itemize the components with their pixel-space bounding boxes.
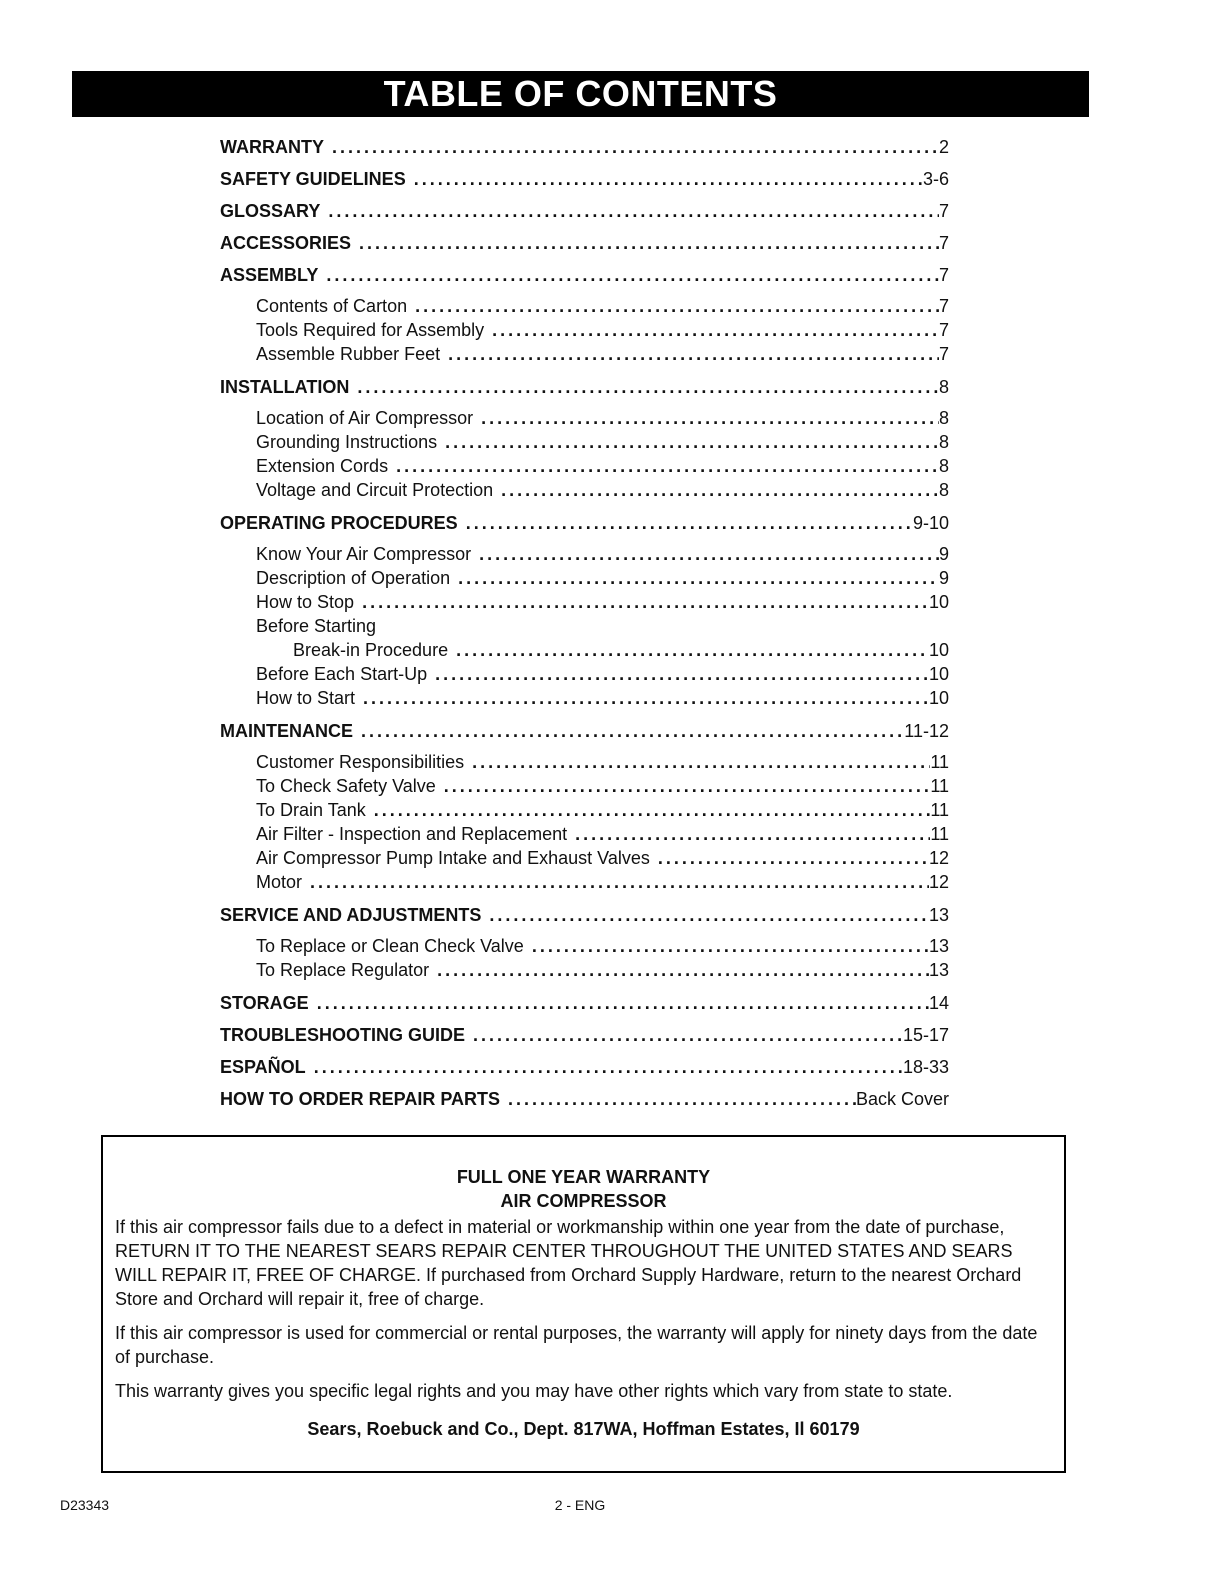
warranty-paragraph: If this air compressor is used for commercial or rental purposes, the warranty will apply for ninety days from the date of purchase. <box>115 1323 1038 1367</box>
toc-section <box>220 1019 949 1051</box>
toc-leader-dots <box>466 507 913 539</box>
toc-page: 8 <box>938 456 949 476</box>
toc-subentry <box>220 638 949 662</box>
toc-label: Air Compressor Pump Intake and Exhaust Valves <box>256 848 650 868</box>
toc-label: Customer Responsibilities <box>256 752 465 772</box>
toc-page: 11 <box>930 824 949 844</box>
toc-label: Air Filter - Inspection and Replacement <box>256 824 568 844</box>
toc-subentry <box>220 822 949 846</box>
toc-label: SAFETY GUIDELINES <box>220 169 406 189</box>
toc-page: Back Cover <box>855 1089 949 1109</box>
toc-label: Before Starting <box>256 616 377 636</box>
toc-leader-dots <box>362 590 929 614</box>
toc-page: 12 <box>928 848 949 868</box>
toc-label: MAINTENANCE <box>220 721 353 741</box>
toc-page: 18-33 <box>902 1057 949 1077</box>
page-title: TABLE OF CONTENTS <box>72 71 1089 117</box>
toc-label: Break-in Procedure <box>293 640 449 660</box>
toc-subentry <box>220 686 949 710</box>
toc-label: INSTALLATION <box>220 377 350 397</box>
toc-leader-dots <box>444 774 931 798</box>
toc-leader-dots <box>310 870 929 894</box>
toc-page: 2 <box>938 137 949 157</box>
toc-leader-dots <box>473 1019 903 1051</box>
toc-leader-dots <box>492 318 939 342</box>
toc-section <box>220 259 949 291</box>
toc-label: Location of Air Compressor <box>256 408 474 428</box>
toc-page: 12 <box>928 872 949 892</box>
toc-page: 10 <box>928 592 949 612</box>
toc-leader-dots <box>472 750 930 774</box>
warranty-paragraph: If this air compressor fails due to a defect in material or workmanship within one year from the date of purchase, RETURN IT TO THE NEAREST SEARS REPAIR CENTER THROUGHOUT THE UNITED STATES AND SEARS WILL REPAIR IT, FREE OF CHARGE. If purchased from Orchard Supply Hardware, return to the nearest Orchard Store and Orchard will repair it, free of charge. <box>115 1217 1022 1309</box>
toc-page: 7 <box>938 296 949 316</box>
toc-page: 7 <box>938 344 949 364</box>
toc-subentry <box>220 934 949 958</box>
toc-label: ACCESSORIES <box>220 233 352 253</box>
toc-page: 11-12 <box>904 721 949 741</box>
toc-section <box>220 1051 949 1083</box>
toc-label: Before Each Start-Up <box>256 664 428 684</box>
toc-subentry <box>220 318 949 342</box>
toc-label: GLOSSARY <box>220 201 321 221</box>
toc-section <box>220 195 949 227</box>
toc-label: ESPAÑOL <box>220 1057 306 1077</box>
toc-label: OPERATING PROCEDURES <box>220 513 458 533</box>
toc-page: 8 <box>938 432 949 452</box>
toc-leader-dots <box>326 259 939 291</box>
toc-subentry <box>220 614 949 638</box>
toc-page: 13 <box>928 905 949 925</box>
toc-page: 13 <box>928 960 949 980</box>
toc-label: Grounding Instructions <box>256 432 438 452</box>
toc-section <box>220 163 949 195</box>
toc-subentry <box>220 566 949 590</box>
toc-subentry <box>220 478 949 502</box>
toc-leader-dots <box>332 131 939 163</box>
toc-leader-dots <box>396 454 939 478</box>
document-code: D23343 <box>60 1497 110 1513</box>
toc-page: 10 <box>928 688 949 708</box>
toc-subentry <box>220 542 949 566</box>
toc-page: 15-17 <box>902 1025 949 1045</box>
toc-leader-dots <box>658 846 929 870</box>
toc-label: Motor <box>256 872 303 892</box>
toc-leader-dots <box>489 899 929 931</box>
page-number: 2 - ENG <box>554 1497 606 1513</box>
toc-leader-dots <box>415 294 939 318</box>
toc-label: STORAGE <box>220 993 309 1013</box>
warranty-paragraph: This warranty gives you specific legal rights and you may have other rights which vary from state to state. <box>115 1381 953 1401</box>
toc-leader-dots <box>508 1083 856 1115</box>
toc-leader-dots <box>481 406 939 430</box>
toc-label: To Drain Tank <box>256 800 366 820</box>
toc-page: 14 <box>928 993 949 1013</box>
toc-leader-dots <box>448 342 939 366</box>
toc-leader-dots <box>414 163 923 195</box>
toc-page: 10 <box>928 640 949 660</box>
toc-subentry <box>220 342 949 366</box>
toc-leader-dots <box>361 715 904 747</box>
warranty-title: FULL ONE YEAR WARRANTY <box>456 1167 711 1187</box>
toc-subentry <box>220 774 949 798</box>
toc-label: HOW TO ORDER REPAIR PARTS <box>220 1089 501 1109</box>
warranty-subtitle: AIR COMPRESSOR <box>500 1191 667 1211</box>
toc-label: Extension Cords <box>256 456 389 476</box>
toc-leader-dots <box>314 1051 903 1083</box>
toc-label: TROUBLESHOOTING GUIDE <box>220 1025 466 1045</box>
toc-leader-dots <box>445 430 939 454</box>
toc-page: 11 <box>930 752 949 772</box>
toc-label: To Replace Regulator <box>256 960 430 980</box>
toc-label: To Check Safety Valve <box>256 776 436 796</box>
toc-label: Contents of Carton <box>256 296 408 316</box>
toc-section <box>220 715 949 747</box>
toc-leader-dots <box>456 638 929 662</box>
toc-page: 3-6 <box>922 169 949 189</box>
toc-label: Know Your Air Compressor <box>256 544 472 564</box>
toc-leader-dots <box>317 987 929 1019</box>
toc-leader-dots <box>357 371 939 403</box>
toc-subentry <box>220 750 949 774</box>
toc-page: 11 <box>930 800 949 820</box>
toc-subentry <box>220 430 949 454</box>
toc-leader-dots <box>575 822 930 846</box>
toc-section <box>220 227 949 259</box>
toc-page: 11 <box>930 776 949 796</box>
toc-page: 7 <box>938 320 949 340</box>
toc-label: ASSEMBLY <box>220 265 319 285</box>
toc-page: 8 <box>938 377 949 397</box>
toc-section <box>220 131 949 163</box>
toc-section <box>220 1083 949 1115</box>
toc-section <box>220 987 949 1019</box>
toc-label: How to Start <box>256 688 356 708</box>
toc-page: 7 <box>938 265 949 285</box>
toc-leader-dots <box>501 478 939 502</box>
toc-leader-dots <box>532 934 929 958</box>
toc-subentry <box>220 454 949 478</box>
toc-label: SERVICE AND ADJUSTMENTS <box>220 905 482 925</box>
toc-leader-dots <box>458 566 939 590</box>
toc-page: 7 <box>938 233 949 253</box>
toc-subentry <box>220 406 949 430</box>
toc-page: 9 <box>938 544 949 564</box>
toc-leader-dots <box>359 227 939 259</box>
toc-label: Assemble Rubber Feet <box>256 344 441 364</box>
toc-subentry <box>220 958 949 982</box>
toc-subentry <box>220 662 949 686</box>
toc-section <box>220 507 949 539</box>
toc-leader-dots <box>437 958 929 982</box>
warranty-address: Sears, Roebuck and Co., Dept. 817WA, Hoffman Estates, Il 60179 <box>307 1419 860 1439</box>
toc-subentry <box>220 846 949 870</box>
toc-label: To Replace or Clean Check Valve <box>256 936 524 956</box>
toc-label: Tools Required for Assembly <box>256 320 485 340</box>
toc-label: Description of Operation <box>256 568 451 588</box>
toc-label: WARRANTY <box>220 137 324 157</box>
toc-leader-dots <box>363 686 929 710</box>
toc-leader-dots <box>328 195 939 227</box>
warranty-box <box>101 1135 1066 1473</box>
toc-subentry <box>220 870 949 894</box>
toc-subentry <box>220 590 949 614</box>
toc-label: Voltage and Circuit Protection <box>256 480 494 500</box>
table-of-contents <box>220 131 949 1115</box>
toc-subentry <box>220 294 949 318</box>
toc-label: How to Stop <box>256 592 355 612</box>
toc-page: 8 <box>938 480 949 500</box>
toc-page: 9 <box>938 568 949 588</box>
toc-leader-dots <box>435 662 929 686</box>
toc-page: 7 <box>938 201 949 221</box>
toc-page: 10 <box>928 664 949 684</box>
toc-page: 13 <box>928 936 949 956</box>
toc-subentry <box>220 798 949 822</box>
toc-leader-dots <box>479 542 939 566</box>
toc-leader-dots <box>374 798 931 822</box>
toc-page: 8 <box>938 408 949 428</box>
toc-section <box>220 371 949 403</box>
toc-page: 9-10 <box>912 513 949 533</box>
toc-section <box>220 899 949 931</box>
